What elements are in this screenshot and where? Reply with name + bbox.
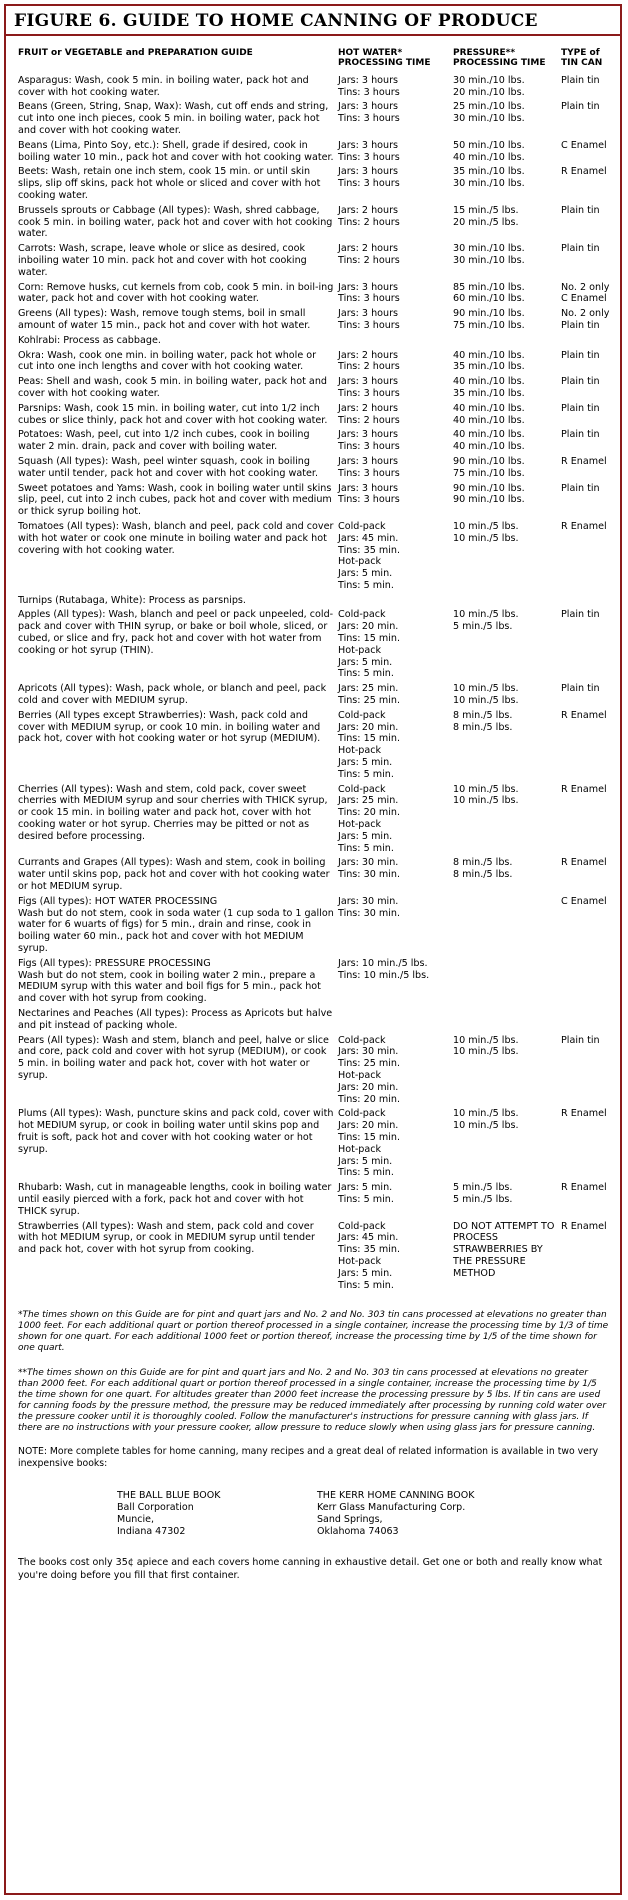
cell-preparation: Cherries (All types): Wash and stem, cold pack, cover sweet cherries with MEDIUM syrup and sour cherries with THICK syrup, or cook 15 min. in boiling water and pack hot, cover with hot cooking water or hot syrup. Cherries may be pitted or not as desired before processing. [18,783,328,842]
cell-preparation: Strawberries (All types): Wash and stem, pack cold and cover with hot MEDIUM syrup, or cook in MEDIUM syrup until tender and pack hot, cover with hot syrup from cooking. [18,1220,315,1256]
cell-pressure-time [453,896,561,958]
table-body [18,75,616,1295]
cell-preparation: Beans (Green, String, Snap, Wax): Wash, cut off ends and string, cut into one inch pieces, cook 5 min. in boiling water, pack hot and cover with hot cooking water. [18,101,329,136]
table-row [18,1182,616,1220]
cell-hot-water-time [338,595,453,610]
cell-hot-water-time: Jars: 5 min. Tins: 5 min. [338,1182,394,1205]
cell-preparation: Turnips (Rutabaga, White): Process as parsnips. [18,594,246,606]
table-row [18,101,616,139]
cell-preparation: Berries (All types except Strawberries): Wash, pack cold and cover with MEDIUM syrup, or cook 10 min. in boiling water and pack hot, cover with hot cooking water or hot syrup (MEDIUM). [18,709,321,745]
figure-title: FIGURE 6. GUIDE TO HOME CANNING OF PRODUCE [6,6,620,36]
cell-tin-can-type: R Enamel [561,1182,607,1194]
cell-tin-can-type: No. 2 only C Enamel [561,281,610,305]
cell-hot-water-time: Jars: 3 hours Tins: 3 hours [338,308,400,331]
cell-preparation: Figs (All types): PRESSURE PROCESSING Wash but do not stem, cook in boiling water 2 min., prepare a MEDIUM syrup with this water and boil figs for 5 min., pack hot and cover with hot syrup from cooking. [18,957,321,1005]
cell-preparation: Beets: Wash, retain one inch stem, cook 15 min. or until skin slips, slip off skins, pack hot whole or sliced and cover with hot cooking water. [18,166,321,201]
cell-pressure-time: 90 min./10 lbs. 75 min./10 lbs. [453,308,525,331]
cell-tin-can-type: R Enamel [561,783,607,795]
cell-tin-can-type: Plain tin [561,1034,600,1046]
table-row [18,483,616,521]
cell-tin-can-type: Plain tin [561,349,600,361]
cell-tin-can-type: R Enamel [561,520,607,532]
figure-frame [4,4,622,1895]
cell-pressure-time: 50 min./10 lbs. 40 min./10 lbs. [453,139,525,163]
cell-hot-water-time [338,1008,453,1035]
cell-hot-water-time: Jars: 3 hours Tins: 3 hours [338,101,400,125]
cell-pressure-time: 85 min./10 lbs. 60 min./10 lbs. [453,281,525,305]
cell-tin-can-type: Plain tin [561,683,600,695]
cell-tin-can-type: R Enamel [561,455,607,467]
cell-hot-water-time: Jars: 3 hours Tins: 3 hours [338,429,400,453]
cell-pressure-time: 40 min./10 lbs. 40 min./10 lbs. [453,429,525,453]
cell-tin-can-type: R Enamel [561,1220,607,1232]
cell-tin-can-type [561,335,616,350]
table-row [18,784,616,858]
cell-hot-water-time: Jars: 3 hours Tins: 3 hours [338,74,400,98]
cell-pressure-time: 10 min./5 lbs. 10 min./5 lbs. [453,683,519,707]
table-row [18,1108,616,1182]
cell-tin-can-type [561,958,616,1008]
book-kerr: THE KERR HOME CANNING BOOK Kerr Glass Manufacturing Corp. Sand Springs, Oklahoma 74063 [317,1490,475,1538]
cell-preparation: Parsnips: Wash, cook 15 min. in boiling water, cut into 1/2 inch cubes or slice thinly, pack hot and cover with hot cooking water. [18,402,328,426]
table-row [18,1221,616,1295]
cell-preparation: Figs (All types): HOT WATER PROCESSING Wash but do not stem, cook in soda water (1 cup soda to 1 gallon water for 6 wuarts of figs) for 5 min., drain and rinse, cook in boiling water 60 min., pack hot and cover with hot MEDIUM syrup. [18,895,334,954]
cell-preparation: Brussels sprouts or Cabbage (All types): Wash, shred cabbage, cook 5 min. in boiling water, pack hot and cover with hot cooking water. [18,204,333,240]
header-hot-water-time: HOT WATER* PROCESSING TIME [338,48,431,69]
cell-preparation: Carrots: Wash, scrape, leave whole or slice as desired, cook inboiling water 10 min. pack hot and cover with hot cooking water. [18,243,307,278]
table-row [18,243,616,281]
cell-pressure-time: 10 min./5 lbs. 10 min./5 lbs. [453,1034,519,1058]
cell-tin-can-type: Plain tin [561,101,600,113]
cell-preparation: Currants and Grapes (All types): Wash and stem, cook in boiling water until skins pop, pack hot and cover with hot cooking water or hot MEDIUM syrup. [18,857,330,893]
cell-hot-water-time: Jars: 30 min. Tins: 30 min. [338,857,400,881]
cell-tin-can-type [561,1008,616,1035]
cell-preparation: Nectarines and Peaches (All types): Process as Apricots but halve and pit instead of packing whole. [18,1007,333,1031]
cell-preparation: Apricots (All types): Wash, pack whole, or blanch and peel, pack cold and cover with MEDIUM syrup. [18,683,327,707]
cell-pressure-time: 90 min./10 lbs. 90 min./10 lbs. [453,482,525,506]
table-row [18,1035,616,1109]
cell-preparation: Plums (All types): Wash, puncture skins and pack cold, cover with hot MEDIUM syrup, or cook in boiling water until skins pop and fruit is soft, pack hot and cover with hot cooking water or hot syrup. [18,1108,334,1155]
cell-tin-can-type: R Enamel [561,857,607,869]
cell-pressure-time: 90 min./10 lbs. 75 min./10 lbs. [453,455,525,479]
cell-pressure-time: 40 min./10 lbs. 40 min./10 lbs. [453,402,525,426]
table-row [18,403,616,430]
table-row [18,595,616,610]
cell-hot-water-time: Jars: 25 min. Tins: 25 min. [338,683,400,707]
cell-pressure-time: 10 min./5 lbs. 10 min./5 lbs. [453,783,519,807]
table-row [18,521,616,595]
cell-tin-can-type: Plain tin [561,609,600,621]
cell-tin-can-type: Plain tin [561,204,600,216]
cell-hot-water-time: Jars: 3 hours Tins: 3 hours [338,281,400,305]
header-preparation: FRUIT or VEGETABLE and PREPARATION GUIDE [18,48,253,58]
cell-preparation: Squash (All types): Wash, peel winter squash, cook in boiling water until tender, pack hot and cover with hot cooking water. [18,455,319,479]
table-row [18,140,616,167]
cell-hot-water-time: Cold-pack Jars: 25 min. Tins: 20 min. Hot-pack Jars: 5 min. Tins: 5 min. [338,783,400,854]
cell-pressure-time: 30 min./10 lbs. 30 min./10 lbs. [453,243,525,266]
table-row [18,308,616,335]
book-ball-blue: THE BALL BLUE BOOK Ball Corporation Muncie, Indiana 47302 [117,1490,221,1538]
cell-hot-water-time: Jars: 3 hours Tins: 3 hours [338,376,400,399]
cell-hot-water-time: Cold-pack Jars: 30 min. Tins: 25 min. Hot-pack Jars: 20 min. Tins: 20 min. [338,1034,400,1105]
cell-hot-water-time: Jars: 3 hours Tins: 3 hours [338,139,400,163]
cell-pressure-time [453,595,561,610]
table-row [18,429,616,456]
cell-preparation: Asparagus: Wash, cook 5 min. in boiling water, pack hot and cover with hot cooking water. [18,74,309,98]
table-row [18,683,616,710]
cell-hot-water-time: Jars: 3 hours Tins: 3 hours [338,482,400,506]
cell-pressure-time: 5 min./5 lbs. 5 min./5 lbs. [453,1182,513,1205]
cell-preparation: Pears (All types): Wash and stem, blanch and peel, halve or slice and core, pack cold and cover with hot syrup (MEDIUM), or cook 5 min. in boiling water and pack hot, cover with hot water or syrup. [18,1034,329,1081]
cell-tin-can-type: R Enamel [561,166,607,178]
cell-hot-water-time: Jars: 2 hours Tins: 2 hours [338,402,400,426]
cell-hot-water-time: Jars: 2 hours Tins: 2 hours [338,243,400,266]
table-row [18,350,616,377]
cell-pressure-time: DO NOT ATTEMPT TO PROCESS STRAWBERRIES BY THE PRESSURE METHOD [453,1220,555,1279]
table-row [18,456,616,483]
cell-hot-water-time: Cold-pack Jars: 20 min. Tins: 15 min. Hot-pack Jars: 5 min. Tins: 5 min. [338,1108,400,1179]
cell-preparation: Okra: Wash, cook one min. in boiling water, pack hot whole or cut into one inch lengths and cover with hot cooking water. [18,349,317,373]
cell-tin-can-type: R Enamel [561,709,607,721]
table-row [18,609,616,683]
cell-tin-can-type: No. 2 only Plain tin [561,308,610,331]
cell-pressure-time: 40 min./10 lbs. 35 min./10 lbs. [453,376,525,399]
cell-hot-water-time: Jars: 2 hours Tins: 2 hours [338,349,400,373]
cell-pressure-time: 25 min./10 lbs. 30 min./10 lbs. [453,101,525,125]
book-list [117,1490,620,1538]
table-row [18,896,616,958]
footnote-pressure: **The times shown on this Guide are for pint and quart jars and No. 2 and No. 303 tin cans processed at elevations no greater than 2000 feet. For each additional quart or portion thereof processed in a single container, increase the processing time by 1/5 the time shown for one quart. For altitudes greater than 2000 feet increase the processing pressure by 5 lbs. If tin cans are used for canning foods by the pressure method, the pressure may be reduced immediately after processing by running cold water over the pressure cooker until it is thoroughly cooled. Follow the manufacturer's instructions for pressure canning with glass jars. If there are no instructions with your pressure cooker, allow pressure to reduce slowly when using glass jars for pressure canning. [18,1368,607,1434]
table-row [18,376,616,403]
header-pressure-time: PRESSURE** PROCESSING TIME [453,48,546,69]
cell-hot-water-time: Jars: 2 hours Tins: 2 hours [338,204,400,228]
cell-hot-water-time: Jars: 3 hours Tins: 3 hours [338,166,400,190]
cell-pressure-time [453,958,561,1008]
table-row [18,857,616,895]
cell-tin-can-type: Plain tin [561,402,600,414]
cell-pressure-time: 8 min./5 lbs. 8 min./5 lbs. [453,857,513,881]
footnote-hot-water: *The times shown on this Guide are for pint and quart jars and No. 2 and No. 303 tin cans processed at elevations no greater than 1000 feet. For each additional quart or portion thereof processed in a single container, increase the processing time by 1/3 of time shown for one quart. For each additional 1000 feet or portion thereof, increase the processing time by 1/5 of the time shown for one quart. [18,1310,609,1354]
cell-pressure-time: 8 min./5 lbs. 8 min./5 lbs. [453,709,513,733]
cell-pressure-time: 40 min./10 lbs. 35 min./10 lbs. [453,349,525,373]
cell-preparation: Apples (All types): Wash, blanch and peel or pack unpeeled, cold-pack and cover with THIN syrup, or bake or boil whole, sliced, or cubed, or slice and fry, pack hot and cover with hot water from cooking or hot syrup (THIN). [18,609,334,656]
table-row [18,205,616,243]
cell-hot-water-time: Cold-pack Jars: 45 min. Tins: 35 min. Hot-pack Jars: 5 min. Tins: 5 min. [338,520,400,591]
cell-preparation: Tomatoes (All types): Wash, blanch and peel, pack cold and cover with hot water or cook one minute in boiling water and pack hot covering with hot cooking water. [18,520,334,556]
canning-table [18,38,616,1294]
cell-tin-can-type: R Enamel [561,1108,607,1120]
cell-hot-water-time: Jars: 10 min./5 lbs. Tins: 10 min./5 lbs. [338,957,430,981]
cell-tin-can-type: Plain tin [561,243,600,255]
closing-note: The books cost only 35¢ apiece and each covers home canning in exhaustive detail. Get one or both and really know what you're doing before you fill that first container. [18,1557,603,1582]
cell-pressure-time: 10 min./5 lbs. 10 min./5 lbs. [453,520,519,544]
cell-pressure-time: 30 min./10 lbs. 20 min./10 lbs. [453,74,525,98]
cell-pressure-time: 10 min./5 lbs. 5 min./5 lbs. [453,609,519,633]
cell-preparation: Potatoes: Wash, peel, cut into 1/2 inch cubes, cook in boiling water 2 min. drain, pack and cover with boiling water. [18,429,310,453]
cell-pressure-time [453,1008,561,1035]
table-header-row [18,38,616,75]
cell-hot-water-time: Cold-pack Jars: 45 min. Tins: 35 min. Hot-pack Jars: 5 min. Tins: 5 min. [338,1220,400,1291]
table-row [18,335,616,350]
cell-pressure-time: 10 min./5 lbs. 10 min./5 lbs. [453,1108,519,1132]
canning-guide [6,38,620,1582]
cell-hot-water-time: Cold-pack Jars: 20 min. Tins: 15 min. Hot-pack Jars: 5 min. Tins: 5 min. [338,709,400,780]
cell-hot-water-time: Cold-pack Jars: 20 min. Tins: 15 min. Hot-pack Jars: 5 min. Tins: 5 min. [338,609,400,680]
cell-pressure-time [453,335,561,350]
cell-preparation: Beans (Lima, Pinto Soy, etc.): Shell, grade if desired, cook in boiling water 10 min., pack hot and cover with hot cooking water. [18,139,334,163]
cell-preparation: Sweet potatoes and Yams: Wash, cook in boiling water until skins slip, peel, cut into 2 inch cubes, pack hot and cover with medium or thick syrup boiling hot. [18,482,332,518]
cell-tin-can-type [561,595,616,610]
cell-preparation: Peas: Shell and wash, cook 5 min. in boiling water, pack hot and cover with hot cooking water. [18,376,327,399]
cell-tin-can-type: C Enamel [561,895,607,907]
cell-tin-can-type: Plain tin [561,429,600,441]
cell-pressure-time: 15 min./5 lbs. 20 min./5 lbs. [453,204,519,228]
cell-tin-can-type: Plain tin [561,74,600,86]
books-note: NOTE: More complete tables for home canning, many recipes and a great deal of related information is available in two very inexpensive books: [18,1446,599,1470]
cell-tin-can-type: C Enamel [561,139,607,151]
cell-hot-water-time [338,335,453,350]
table-row [18,958,616,1008]
table-row [18,1008,616,1035]
table-row [18,710,616,784]
cell-tin-can-type: Plain tin [561,376,600,388]
cell-hot-water-time: Jars: 30 min. Tins: 30 min. [338,895,400,919]
table-row [18,166,616,204]
table-row [18,75,616,102]
table-row [18,282,616,309]
cell-preparation: Corn: Remove husks, cut kernels from cob, cook 5 min. in boil-ing water, pack hot and cover with hot cooking water. [18,281,334,305]
cell-hot-water-time: Jars: 3 hours Tins: 3 hours [338,455,400,479]
cell-preparation: Greens (All types): Wash, remove tough stems, boil in small amount of water 15 min., pack hot and cover with hot water. [18,308,311,331]
cell-pressure-time: 35 min./10 lbs. 30 min./10 lbs. [453,166,525,190]
cell-tin-can-type: Plain tin [561,482,600,494]
header-tin-can-type: TYPE of TIN CAN [561,48,603,69]
cell-preparation: Rhubarb: Wash, cut in manageable lengths, cook in boiling water until easily pierced with a fork, pack hot and cover with hot THICK syrup. [18,1182,332,1217]
cell-preparation: Kohlrabi: Process as cabbage. [18,334,161,346]
